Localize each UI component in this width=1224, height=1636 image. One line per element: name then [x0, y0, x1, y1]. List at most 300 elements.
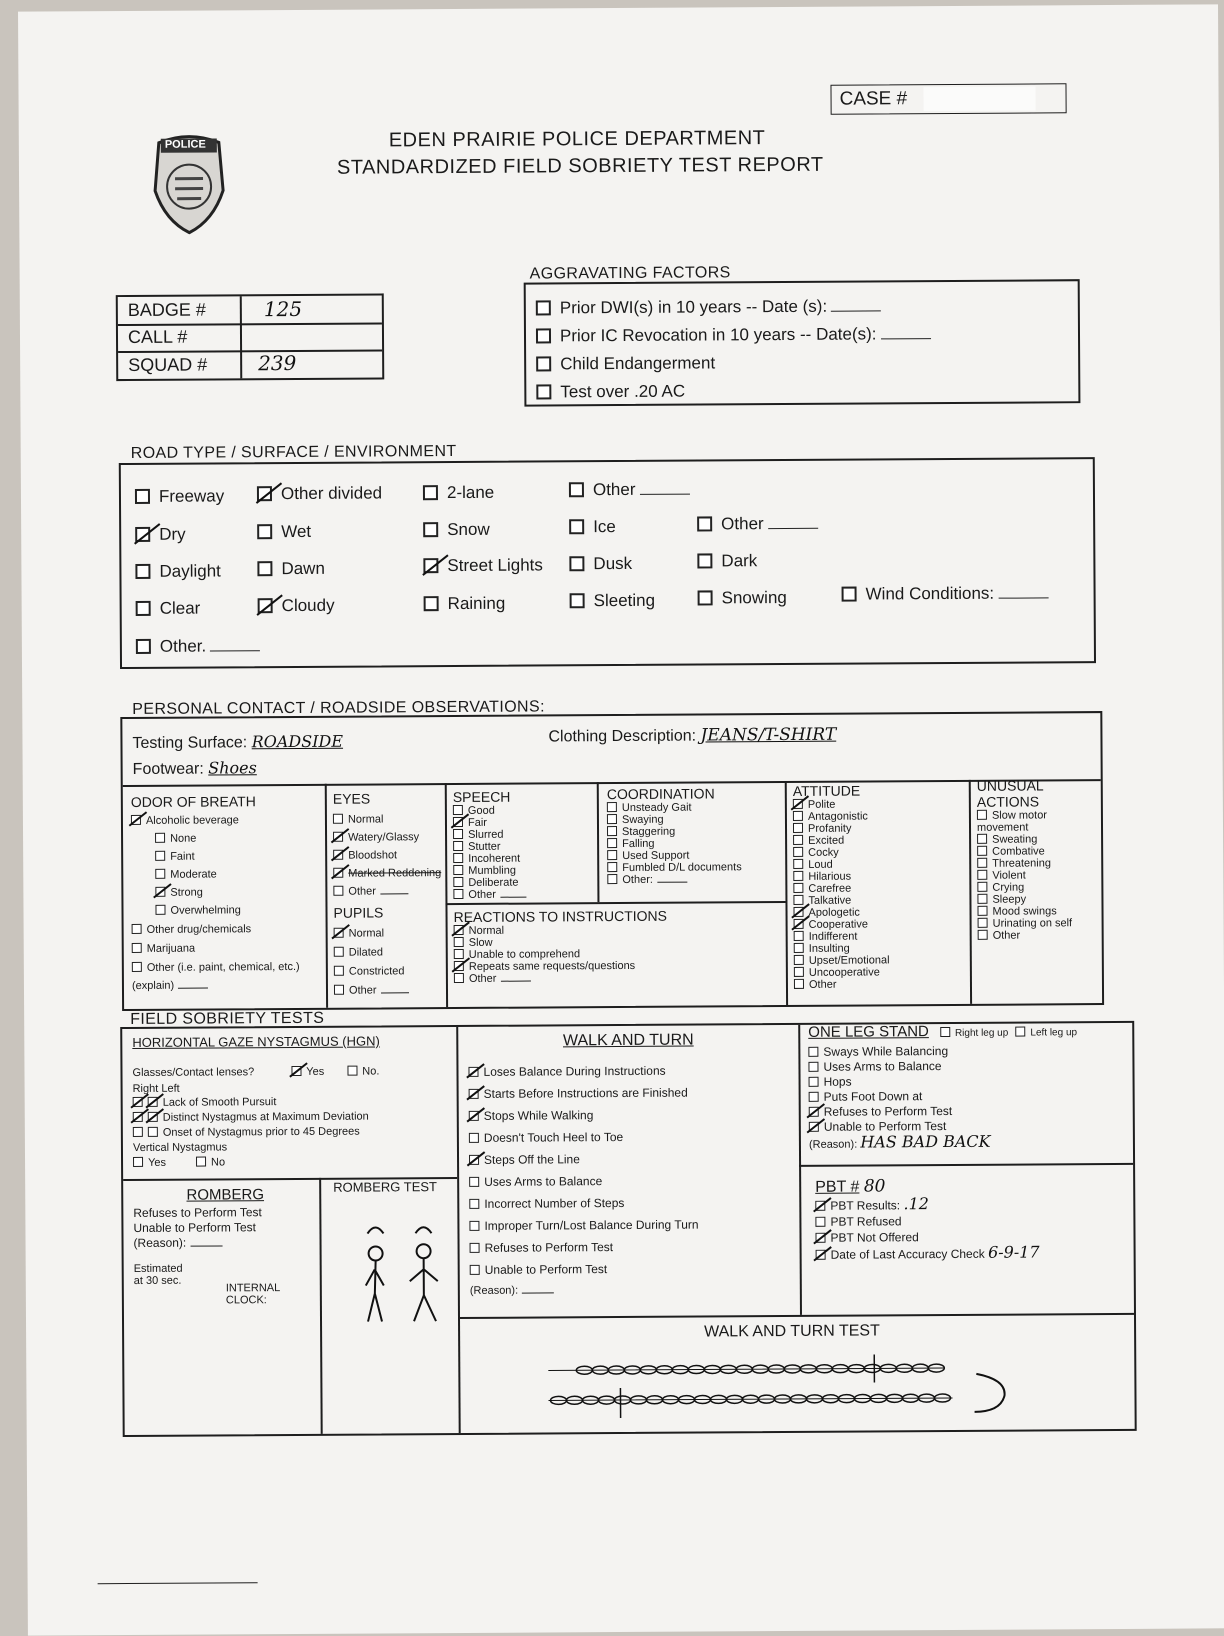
reaction-normal: Normal [454, 924, 667, 937]
list-item [793, 822, 889, 835]
list-item [793, 798, 889, 811]
list-item [793, 858, 889, 871]
speech-incoherent: Incoherent [453, 853, 526, 865]
pbt-refused: PBT Refused [815, 1212, 1131, 1230]
odor-none: None [155, 832, 299, 845]
checkbox[interactable] [196, 1157, 206, 1167]
odor-marijuana: Marijuana [132, 942, 300, 955]
pupils-other: Other [334, 984, 442, 997]
list-item-label: Profanity [807, 822, 852, 835]
reactions-title: REACTIONS TO INSTRUCTIONS [453, 907, 667, 926]
road-freeway: Freeway [135, 486, 224, 507]
checkbox[interactable] [815, 1217, 825, 1227]
hgn-glasses: Glasses/Contact lenses? Yes No. [132, 1065, 380, 1079]
checkbox[interactable] [333, 886, 343, 896]
coord-falling: Falling [607, 837, 742, 850]
case-label: CASE # [839, 88, 908, 110]
checkbox-checked[interactable] [131, 815, 141, 825]
checkbox-checked[interactable] [794, 919, 804, 929]
list-item-label: Carefree [808, 882, 852, 895]
checkbox[interactable] [453, 841, 463, 851]
list-item [469, 1081, 789, 1105]
odor-explain: (explain) [132, 979, 300, 992]
romberg-section [133, 1186, 318, 1307]
list-item-label: Mood swings [992, 905, 1057, 918]
env-dusk: Dusk [569, 554, 632, 574]
checkbox[interactable] [133, 1127, 143, 1137]
coordination-title: COORDINATION [606, 785, 715, 803]
env-sleeting: Sleeting [570, 591, 656, 612]
checkbox[interactable] [793, 883, 803, 893]
odor-strong: Strong [155, 886, 299, 899]
env-other-3: Other. [136, 636, 260, 657]
checkbox[interactable] [697, 553, 712, 568]
odor-moderate: Moderate [155, 868, 299, 881]
pupils-title: PUPILS [333, 904, 384, 921]
list-item-label: Combative [992, 845, 1045, 858]
walk-turn-list [468, 1059, 789, 1281]
checkbox-checked[interactable] [333, 868, 343, 878]
attitude-column [793, 782, 890, 991]
eyes-column [333, 789, 442, 997]
coord-staggering: Staggering [607, 825, 742, 838]
checkbox-checked[interactable] [133, 1112, 143, 1122]
checkbox[interactable] [978, 930, 988, 940]
list-item-label: Violent [992, 869, 1026, 882]
pbt-number: PBT # 80 [815, 1176, 886, 1197]
checkbox[interactable] [977, 858, 987, 868]
checkbox[interactable] [334, 947, 344, 957]
personal-title: PERSONAL CONTACT / ROADSIDE OBSERVATIONS: [132, 698, 545, 718]
checkbox[interactable] [135, 489, 150, 504]
env-dark: Dark [697, 551, 757, 571]
checkbox[interactable] [454, 973, 464, 983]
speech-fair: Fair [453, 817, 526, 829]
odor-alcoholic: Alcoholic beverage [131, 814, 299, 827]
checkbox-checked[interactable] [133, 1097, 143, 1107]
env-raining: Raining [424, 594, 506, 614]
squad-value: 239 [258, 350, 297, 376]
checkbox[interactable] [808, 1062, 818, 1072]
checkbox[interactable] [536, 356, 551, 371]
walk-turn-reason: (Reason): [470, 1283, 790, 1297]
list-item [469, 1213, 789, 1237]
checkbox-checked[interactable] [453, 817, 463, 827]
checkbox[interactable] [470, 1243, 480, 1253]
checkbox[interactable] [794, 943, 804, 953]
list-item-label: Indifferent [808, 930, 858, 943]
wat-test-diagram [544, 1343, 1045, 1431]
list-item-label: Loud [808, 858, 833, 871]
list-item [470, 1235, 790, 1259]
list-item [469, 1103, 789, 1127]
list-item-label: Apologetic [808, 906, 860, 919]
checkbox[interactable] [469, 1177, 479, 1187]
checkbox[interactable] [423, 522, 438, 537]
checkbox-checked[interactable] [148, 1112, 158, 1122]
list-item-label: Starts Before Instructions are Finished [483, 1085, 688, 1101]
checkbox-checked[interactable] [258, 598, 273, 613]
romberg-estimated: Estimated at 30 sec. [133, 1262, 183, 1287]
road-other-divided: Other divided [257, 483, 382, 504]
checkbox[interactable] [132, 962, 142, 972]
list-item-label: Hilarious [808, 870, 852, 883]
checkbox-checked[interactable] [454, 961, 464, 971]
checkbox-checked[interactable] [135, 527, 150, 542]
list-item [469, 1125, 789, 1149]
checkbox[interactable] [698, 590, 713, 605]
list-item-label: Upset/Emotional [808, 954, 890, 967]
checkbox[interactable] [793, 859, 803, 869]
env-snowing: Snowing [698, 588, 787, 609]
checkbox[interactable] [794, 931, 804, 941]
checkbox[interactable] [334, 985, 344, 995]
checkbox[interactable] [793, 811, 803, 821]
checkbox[interactable] [155, 851, 165, 861]
surface-snow: Snow [423, 520, 490, 540]
checkbox[interactable] [424, 596, 439, 611]
checkbox[interactable] [808, 1047, 818, 1057]
checkbox[interactable] [977, 906, 987, 916]
eyes-bloodshot: Bloodshot [333, 849, 441, 862]
list-item [793, 846, 889, 859]
checkbox[interactable] [257, 561, 272, 576]
coord-other: Other: [607, 873, 742, 886]
checkbox[interactable] [454, 937, 464, 947]
checkbox[interactable] [697, 516, 712, 531]
reaction-other: Other [454, 972, 667, 985]
checkbox[interactable] [453, 805, 463, 815]
checkbox[interactable] [136, 639, 151, 654]
checkbox[interactable] [793, 835, 803, 845]
list-item [977, 905, 1097, 918]
list-item-label: Unable to Perform Test [823, 1119, 947, 1134]
checkbox[interactable] [132, 943, 142, 953]
list-item [794, 918, 890, 931]
odor-other-drug: Other drug/chemicals [132, 923, 300, 936]
list-item [793, 834, 889, 847]
odor-column [131, 792, 300, 992]
checkbox[interactable] [569, 556, 584, 571]
list-item-label: Incorrect Number of Steps [484, 1195, 625, 1211]
checkbox[interactable] [136, 601, 151, 616]
list-item-label: Crying [992, 881, 1025, 894]
hgn-onset: Onset of Nystagmus prior to 45 Degrees [133, 1125, 381, 1139]
checkbox[interactable] [977, 834, 987, 844]
checkbox[interactable] [155, 905, 165, 915]
checkbox[interactable] [794, 955, 804, 965]
romberg-stick-figures [343, 1217, 444, 1343]
checkbox[interactable] [570, 593, 585, 608]
checkbox[interactable] [794, 967, 804, 977]
romberg-unable: Unable to Perform Test [133, 1220, 256, 1235]
checkbox-checked[interactable] [469, 1111, 479, 1121]
aggravating-prior-ic: Prior IC Revocation in 10 years -- Date(s): [536, 324, 931, 346]
list-item-label: Sleepy [992, 893, 1027, 906]
aggravating-box [524, 279, 1081, 406]
pbt-not-offered: PBT Not Offered [815, 1228, 1131, 1246]
checkbox[interactable] [469, 1199, 479, 1209]
road-box [119, 457, 1096, 669]
checkbox[interactable] [607, 850, 617, 860]
checkbox[interactable] [334, 966, 344, 976]
checkbox-checked[interactable] [291, 1066, 301, 1076]
observations-box [120, 711, 1104, 1011]
speech-slurred: Slurred [453, 829, 526, 841]
checkbox[interactable] [793, 847, 803, 857]
checkbox-checked[interactable] [148, 1097, 158, 1107]
speech-deliberate: Deliberate [453, 877, 526, 889]
checkbox[interactable] [809, 1077, 819, 1087]
checkbox[interactable] [132, 924, 142, 934]
wat-test-title: WALK AND TURN TEST [704, 1322, 880, 1341]
hgn-max-deviation: Distinct Nystagmus at Maximum Deviation [133, 1110, 381, 1124]
list-item [977, 845, 1097, 858]
checkbox-checked[interactable] [469, 1155, 479, 1165]
checkbox-checked[interactable] [333, 832, 343, 842]
checkbox[interactable] [536, 300, 551, 315]
checkbox[interactable] [978, 918, 988, 928]
case-number-box [830, 83, 1066, 114]
checkbox[interactable] [793, 871, 803, 881]
odor-faint: Faint [155, 850, 299, 863]
unusual-title: UNUSUAL ACTIONS [976, 777, 1044, 810]
pbt-results: PBT Results: .12 [815, 1195, 1131, 1214]
list-item [794, 942, 890, 955]
env-street-lights: Street Lights [423, 555, 543, 576]
checkbox[interactable] [423, 485, 438, 500]
pupils-dilated: Dilated [334, 946, 442, 959]
checkbox[interactable] [470, 1265, 480, 1275]
checkbox[interactable] [257, 524, 272, 539]
reaction-unable: Unable to comprehend [454, 948, 667, 961]
env-dawn: Dawn [257, 559, 325, 579]
list-item-label: Cocky [808, 846, 839, 859]
checkbox[interactable] [977, 894, 987, 904]
checkbox-checked[interactable] [454, 925, 464, 935]
checkbox[interactable] [569, 482, 584, 497]
checkbox[interactable] [453, 877, 463, 887]
checkbox[interactable] [809, 1092, 819, 1102]
checkbox[interactable] [453, 865, 463, 875]
list-item-label: Talkative [808, 894, 852, 907]
coordination-column [607, 785, 742, 886]
checkbox[interactable] [607, 826, 617, 836]
list-item-label: Sways While Balancing [823, 1044, 949, 1059]
list-item-label: Urinating on self [992, 917, 1073, 930]
checkbox[interactable] [977, 810, 987, 820]
checkbox[interactable] [607, 814, 617, 824]
checkbox[interactable] [148, 1127, 158, 1137]
checkbox-checked[interactable] [809, 1122, 819, 1132]
env-clear: Clear [136, 599, 201, 619]
checkbox-checked[interactable] [333, 850, 343, 860]
hgn-vertical: Vertical Nystagmus [132, 1141, 228, 1154]
fst-title: FIELD SOBRIETY TESTS [130, 1009, 325, 1028]
checkbox[interactable] [347, 1066, 357, 1076]
eyes-title: EYES [332, 790, 371, 807]
list-item-label: Insulting [808, 942, 850, 955]
walk-turn-title: WALK AND TURN [562, 1031, 694, 1050]
list-item-label: Doesn't Touch Heel to Toe [483, 1129, 624, 1145]
checkbox-checked[interactable] [793, 799, 803, 809]
list-item-label: Steps Off the Line [483, 1152, 580, 1167]
fst-box [120, 1021, 1136, 1437]
hgn-title: HORIZONTAL GAZE NYSTAGMUS (HGN) [132, 1033, 380, 1050]
list-item [978, 917, 1098, 930]
road-title: ROAD TYPE / SURFACE / ENVIRONMENT [130, 442, 457, 462]
list-item [794, 978, 890, 991]
checkbox[interactable] [607, 838, 617, 848]
aggravating-prior-dwi: Prior DWI(s) in 10 years -- Date (s): [536, 296, 881, 318]
checkbox[interactable] [453, 829, 463, 839]
checkbox-checked[interactable] [468, 1067, 478, 1077]
checkbox[interactable] [977, 846, 987, 856]
romberg-reason: (Reason): [133, 1235, 317, 1251]
checkbox[interactable] [133, 1157, 143, 1167]
list-item-label: Unable to Perform Test [484, 1262, 608, 1277]
speech-other: Other [453, 889, 526, 901]
surface-dry: Dry [135, 525, 186, 545]
list-item [977, 881, 1097, 894]
checkbox-checked[interactable] [423, 558, 438, 573]
checkbox[interactable] [536, 384, 551, 399]
list-item [977, 893, 1097, 906]
checkbox[interactable] [977, 870, 987, 880]
hgn-smooth: Lack of Smooth Pursuit [133, 1095, 381, 1109]
pbt-accuracy: Date of Last Accuracy Check 6-9-17 [816, 1244, 1132, 1263]
list-item-label: Uses Arms to Balance [484, 1174, 603, 1189]
list-item [794, 930, 890, 943]
list-item [469, 1169, 789, 1193]
list-item [794, 966, 890, 979]
checkbox[interactable] [940, 1027, 950, 1037]
list-item [469, 1191, 789, 1215]
department-title: EDEN PRAIRIE POLICE DEPARTMENT [388, 127, 766, 152]
checkbox[interactable] [793, 823, 803, 833]
badge-value: 125 [263, 296, 303, 322]
checkbox-checked[interactable] [155, 887, 165, 897]
badge-label: BADGE # [127, 299, 206, 320]
footwear: Footwear: Shoes [132, 758, 257, 778]
checkbox-checked[interactable] [257, 486, 272, 501]
checkbox-checked[interactable] [815, 1233, 825, 1243]
footer-line [98, 1582, 258, 1584]
list-item-label: Sweating [992, 833, 1038, 846]
coord-support: Used Support [607, 849, 742, 862]
checkbox[interactable] [454, 949, 464, 959]
list-item [977, 857, 1097, 870]
list-item-label: Uses Arms to Balance [823, 1059, 942, 1074]
checkbox[interactable] [569, 519, 584, 534]
coord-fumbled: Fumbled D/L documents [607, 861, 742, 874]
aggravating-over-20: Test over .20 AC [536, 382, 685, 403]
checkbox[interactable] [469, 1221, 479, 1231]
list-item [977, 809, 1097, 834]
list-item [793, 810, 889, 823]
checkbox[interactable] [469, 1133, 479, 1143]
odor-other: Other (i.e. paint, chemical, etc.) [132, 961, 300, 974]
list-item-label: Other [808, 978, 837, 991]
list-item-label: Threatening [992, 857, 1051, 870]
checkbox[interactable] [536, 328, 551, 343]
checkbox[interactable] [155, 833, 165, 843]
eyes-reddening: Marked Reddening [333, 867, 441, 880]
id-table [116, 293, 385, 381]
checkbox[interactable] [607, 862, 617, 872]
unusual-column [977, 777, 1098, 942]
checkbox[interactable] [842, 587, 857, 602]
eyes-watery: Watery/Glassy [333, 831, 441, 844]
one-leg-reason: (Reason): HAS BAD BACK [808, 1131, 991, 1152]
list-item [793, 870, 889, 883]
checkbox[interactable] [453, 853, 463, 863]
attitude-title: ATTITUDE [792, 782, 861, 799]
list-item-label: Improper Turn/Lost Balance During Turn [484, 1217, 699, 1233]
list-item-label: Polite [807, 798, 836, 811]
odor-overwhelming: Overwhelming [155, 904, 299, 917]
coord-unsteady: Unsteady Gait [607, 801, 742, 814]
checkbox-checked[interactable] [809, 1107, 819, 1117]
list-item [793, 882, 889, 895]
report-title: STANDARDIZED FIELD SOBRIETY TEST REPORT [336, 153, 824, 179]
checkbox-checked[interactable] [469, 1089, 479, 1099]
one-leg-header: ONE LEG STAND Right leg up Left leg up [808, 1023, 1078, 1041]
reaction-slow: Slow [454, 936, 667, 949]
list-item [469, 1147, 789, 1171]
checkbox[interactable] [607, 874, 617, 884]
env-daylight: Daylight [135, 561, 221, 582]
logo-text: POLICE [164, 138, 206, 151]
checkbox-checked[interactable] [334, 928, 344, 938]
list-item-label: Refuses to Perform Test [823, 1103, 953, 1119]
call-label: CALL # [127, 326, 188, 347]
list-item-label: Hops [823, 1074, 852, 1089]
checkbox[interactable] [607, 802, 617, 812]
checkbox[interactable] [333, 814, 343, 824]
eyes-other: Other [333, 885, 441, 898]
list-item [978, 929, 1098, 942]
list-item-label: Excited [808, 834, 845, 847]
romberg-test-title: ROMBERG TEST [333, 1179, 438, 1195]
checkbox-checked[interactable] [816, 1250, 826, 1260]
checkbox-checked[interactable] [793, 907, 803, 917]
unusual-list [977, 809, 1098, 942]
list-item-label: Stops While Walking [483, 1108, 594, 1123]
checkbox[interactable] [1015, 1027, 1025, 1037]
checkbox[interactable] [977, 882, 987, 892]
checkbox[interactable] [793, 895, 803, 905]
list-item-label: Antagonistic [807, 810, 868, 823]
checkbox[interactable] [794, 979, 804, 989]
checkbox[interactable] [155, 869, 165, 879]
list-item-label: Uncooperative [808, 966, 880, 979]
checkbox[interactable] [135, 564, 150, 579]
hgn-right-left: Right Left [132, 1082, 180, 1095]
romberg-internal: INTERNAL CLOCK: [225, 1282, 280, 1307]
road-other-1: Other [569, 480, 690, 501]
list-item [470, 1257, 790, 1281]
checkbox[interactable] [453, 889, 463, 899]
hgn-section [132, 1033, 380, 1169]
list-item-label: Cooperative [808, 918, 868, 931]
romberg-title: ROMBERG [186, 1186, 265, 1204]
report-page [18, 4, 1224, 1635]
list-item [468, 1059, 788, 1083]
checkbox-checked[interactable] [815, 1201, 825, 1211]
pbt-section [815, 1175, 1132, 1263]
police-badge-logo [151, 128, 228, 236]
